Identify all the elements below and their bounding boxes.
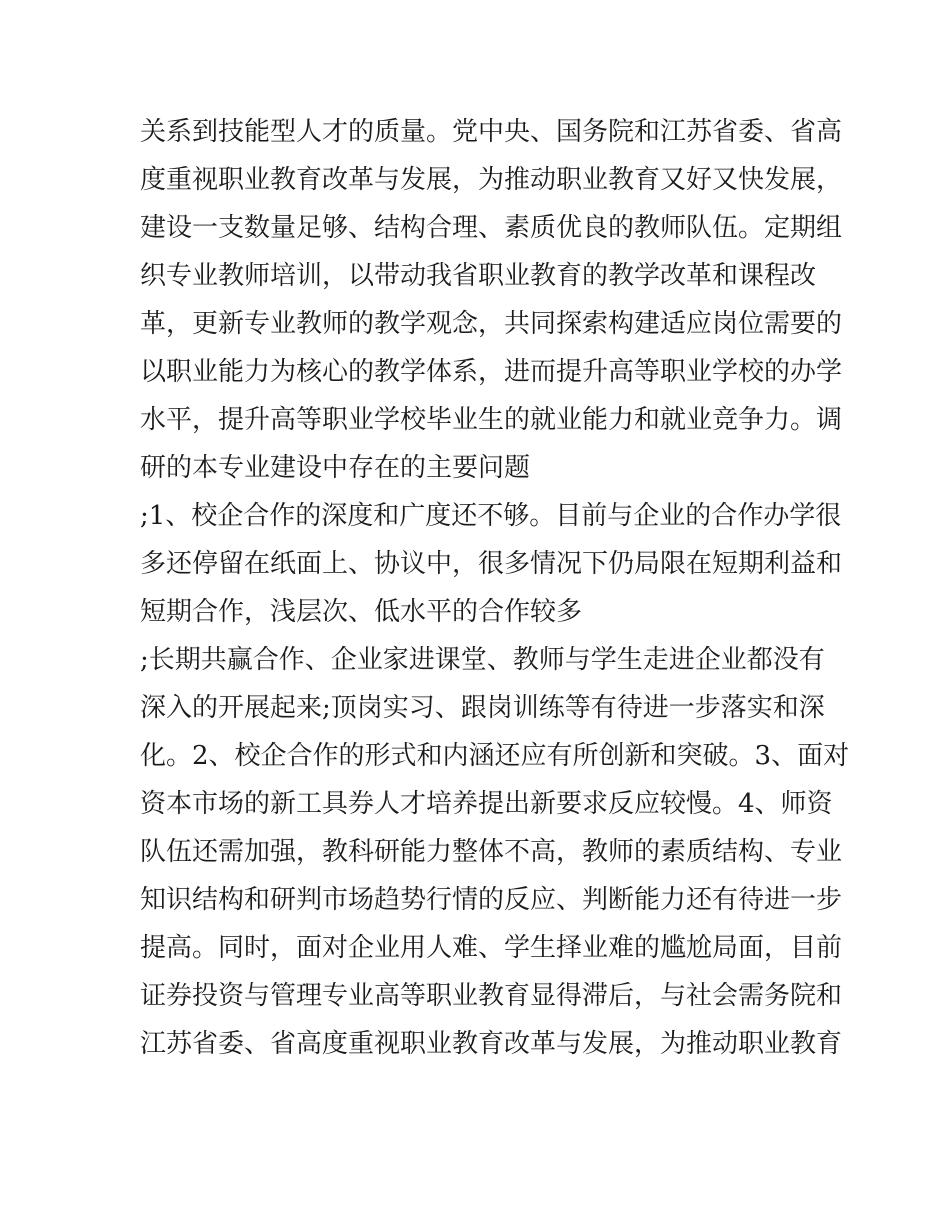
text-line: 度重视职业教育改革与发展，为推动职业教育又好又快发展，	[140, 165, 843, 195]
text-line: 多还停留在纸面上、协议中，很多情况下仍局限在短期利益和	[140, 549, 843, 579]
text-line: 化。2、校企合作的形式和内涵还应有所创新和突破。3、面对	[140, 741, 850, 771]
text-line: ;长期共赢合作、企业家进课堂、教师与学生走进企业都没有	[140, 645, 825, 675]
text-line: 队伍还需加强，教科研能力整体不高，教师的素质结构、专业	[140, 837, 843, 867]
text-line: 江苏省委、省高度重视职业教育改革与发展，为推动职业教育	[140, 1029, 843, 1059]
text-line: 深入的开展起来;顶岗实习、跟岗训练等有待进一步落实和深	[140, 693, 825, 723]
body-text	[140, 108, 850, 1068]
text-line: 证券投资与管理专业高等职业教育显得滞后，与社会需务院和	[140, 981, 843, 1011]
text-line: 知识结构和研判市场趋势行情的反应、判断能力还有待进一步	[140, 885, 843, 915]
text-line: 资本市场的新工具券人才培养提出新要求反应较慢。4、师资	[140, 789, 833, 819]
text-line: 以职业能力为核心的教学体系，进而提升高等职业学校的办学	[140, 357, 843, 387]
text-line: 研的本专业建设中存在的主要问题	[140, 453, 531, 483]
text-line: 建设一支数量足够、结构合理、素质优良的教师队伍。定期组	[140, 213, 843, 243]
text-line: ;1、校企合作的深度和广度还不够。目前与企业的合作办学很	[140, 501, 842, 531]
text-line: 革，更新专业教师的教学观念，共同探索构建适应岗位需要的	[140, 309, 843, 339]
text-line: 关系到技能型人才的质量。党中央、国务院和江苏省委、省高	[140, 117, 843, 147]
text-line: 提高。同时，面对企业用人难、学生择业难的尴尬局面，目前	[140, 933, 843, 963]
text-line: 织专业教师培训，以带动我省职业教育的教学改革和课程改	[140, 261, 817, 291]
text-line: 短期合作，浅层次、低水平的合作较多	[140, 597, 583, 627]
text-line: 水平，提升高等职业学校毕业生的就业能力和就业竞争力。调	[140, 405, 843, 435]
